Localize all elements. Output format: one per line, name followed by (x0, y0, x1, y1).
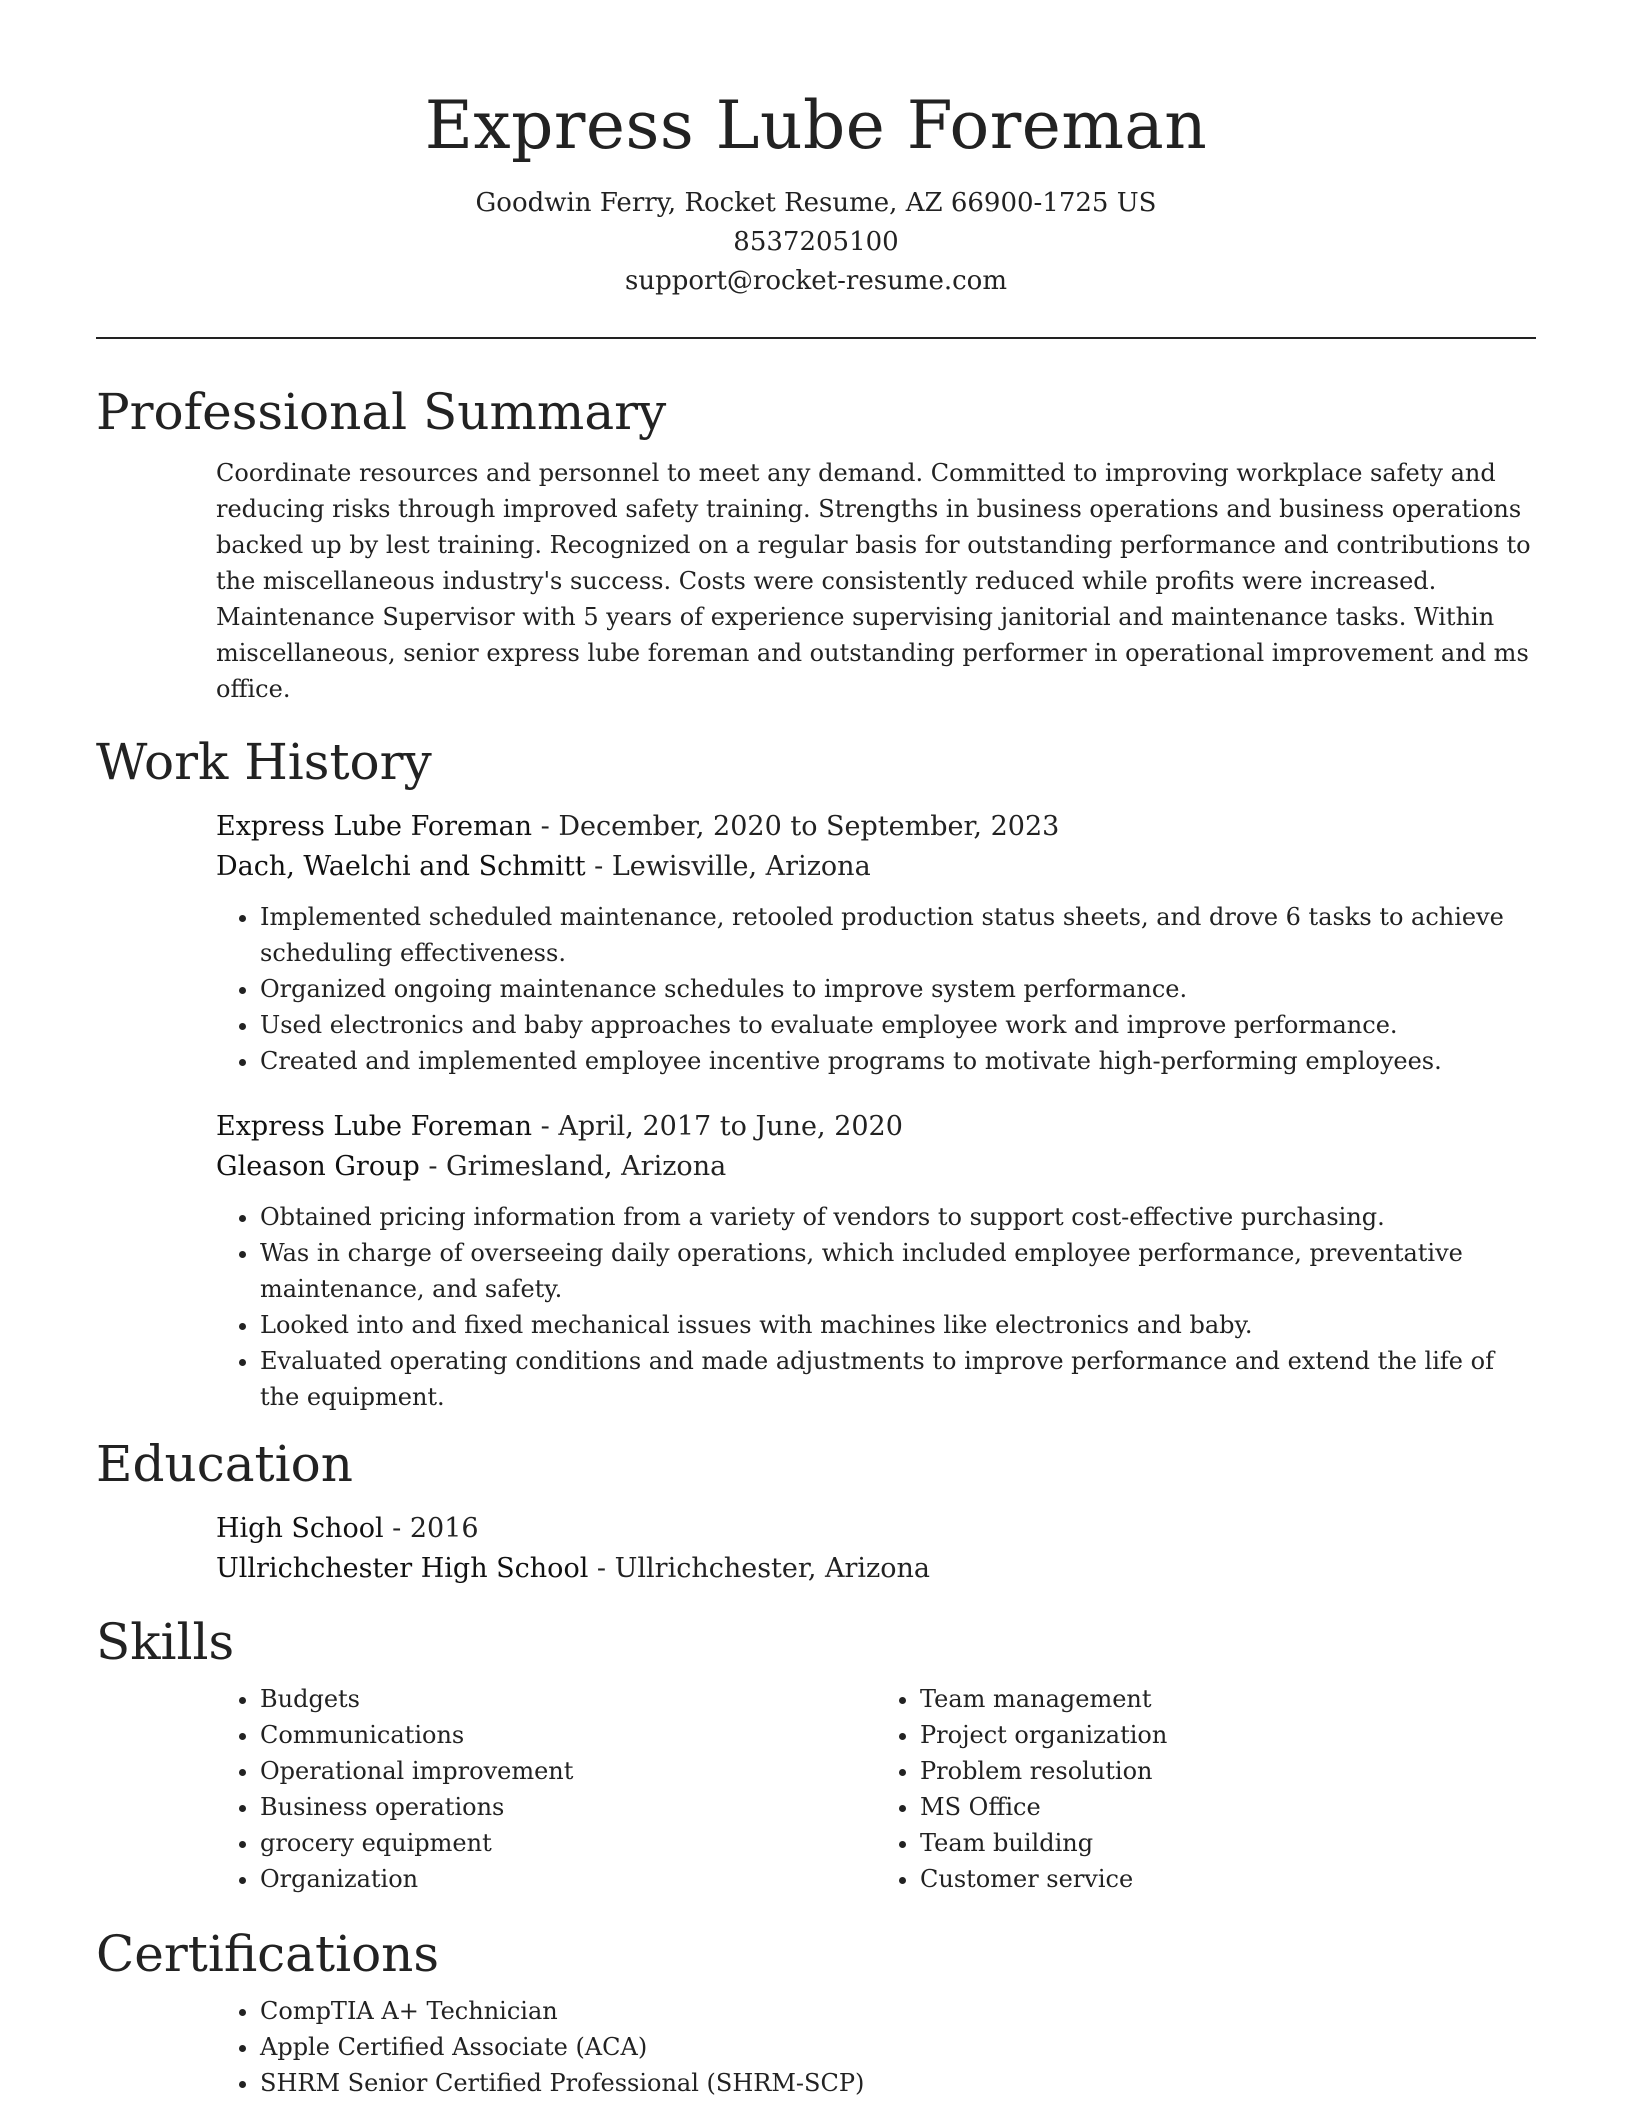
list-item: • grocery equipment (260, 1825, 876, 1861)
section-title-summary: Professional Summary (96, 383, 667, 441)
job-title-line (216, 807, 1536, 847)
job-entry (96, 807, 1536, 1079)
list-item: • Evaluated operating conditions and made adjustments to improve performance and extend the life of the equipment. (260, 1343, 1536, 1415)
education-section (96, 1433, 1536, 1589)
list-item: • Project organization (920, 1717, 1536, 1753)
skills-list-right (876, 1681, 1536, 1897)
summary-section (96, 381, 1536, 707)
list-item: • MS Office (920, 1789, 1536, 1825)
section-title-certifications: Certifications (96, 1925, 440, 1983)
job-company: Gleason Group (216, 1151, 420, 1182)
job-location: - Grimesland, Arizona (419, 1151, 727, 1182)
list-item: • Team management (920, 1681, 1536, 1717)
list-item: • Operational improvement (260, 1753, 876, 1789)
list-item: • Was in charge of overseeing daily operations, which included employee performance, preventative maintenance, and safety. (260, 1235, 1536, 1307)
job-dates: - December, 2020 to September, 2023 (532, 811, 1060, 842)
resume-header (96, 0, 1536, 301)
job-company: Dach, Waelchi and Schmitt (216, 851, 586, 882)
job-location: - Lewisville, Arizona (585, 851, 871, 882)
education-school-line (216, 1549, 1536, 1589)
job-title: Express Lube Foreman (216, 811, 533, 842)
certifications-list (216, 1993, 1536, 2101)
section-title-education: Education (96, 1435, 353, 1493)
list-item: • Communications (260, 1717, 876, 1753)
job-bullets (216, 899, 1536, 1079)
header-divider (96, 337, 1536, 339)
job-company-line (216, 847, 1536, 887)
list-item: • Obtained pricing information from a variety of vendors to support cost-effective purchasing. (260, 1199, 1536, 1235)
list-item: • Organization (260, 1861, 876, 1897)
work-history-section (96, 731, 1536, 1415)
section-title-work-history: Work History (96, 733, 432, 791)
contact-phone: 8537205100 (733, 227, 899, 257)
summary-text: Coordinate resources and personnel to meet any demand. Committed to improving workplace safety and reducing risks through improved safety training. Strengths in business operations and business operations backed up by lest training. Recognized on a regular basis for outstanding performance and contributions to the miscellaneous industry's success. Costs were consistently reduced while profits were increased. Maintenance Supervisor with 5 years of experience supervising janitorial and maintenance tasks. Within miscellaneous, senior express lube foreman and outstanding performer in operational improvement and ms office. (216, 459, 1531, 703)
list-item: • Used electronics and baby approaches to evaluate employee work and improve performance. (260, 1007, 1536, 1043)
list-item: • Implemented scheduled maintenance, retooled production status sheets, and drove 6 tasks to achieve scheduling effectiveness. (260, 899, 1536, 971)
contact-email: support@rocket-resume.com (624, 266, 1007, 296)
job-company-line (216, 1147, 1536, 1187)
certifications-section (96, 1923, 1536, 2101)
job-bullets (216, 1199, 1536, 1415)
contact-address: Goodwin Ferry, Rocket Resume, AZ 66900-1725 US (475, 188, 1157, 218)
candidate-name: Express Lube Foreman (424, 87, 1208, 164)
list-item: • Business operations (260, 1789, 876, 1825)
contact-block (96, 184, 1536, 301)
education-school: Ullrichchester High School (216, 1553, 589, 1584)
list-item: • Team building (920, 1825, 1536, 1861)
skills-grid (96, 1681, 1536, 1897)
list-item: • CompTIA A+ Technician (260, 1993, 1536, 2029)
skills-section (96, 1611, 1536, 1897)
list-item: • Looked into and fixed mechanical issues with machines like electronics and baby. (260, 1307, 1536, 1343)
list-item: • Apple Certified Associate (ACA) (260, 2029, 1536, 2065)
list-item: • Created and implemented employee incentive programs to motivate high-performing employees. (260, 1043, 1536, 1079)
list-item: • Budgets (260, 1681, 876, 1717)
section-title-skills: Skills (96, 1613, 235, 1671)
education-location: - Ullrichchester, Arizona (588, 1553, 930, 1584)
job-title-line (216, 1107, 1536, 1147)
skills-list-left (216, 1681, 876, 1897)
job-dates: - April, 2017 to June, 2020 (532, 1111, 903, 1142)
education-year: - 2016 (383, 1513, 479, 1544)
job-entry (96, 1107, 1536, 1415)
education-degree: High School (216, 1513, 384, 1544)
list-item: • Organized ongoing maintenance schedules to improve system performance. (260, 971, 1536, 1007)
list-item: • Problem resolution (920, 1753, 1536, 1789)
list-item: • Customer service (920, 1861, 1536, 1897)
list-item: • SHRM Senior Certified Professional (SHRM-SCP) (260, 2065, 1536, 2101)
job-title: Express Lube Foreman (216, 1111, 533, 1142)
education-degree-line (216, 1509, 1536, 1549)
